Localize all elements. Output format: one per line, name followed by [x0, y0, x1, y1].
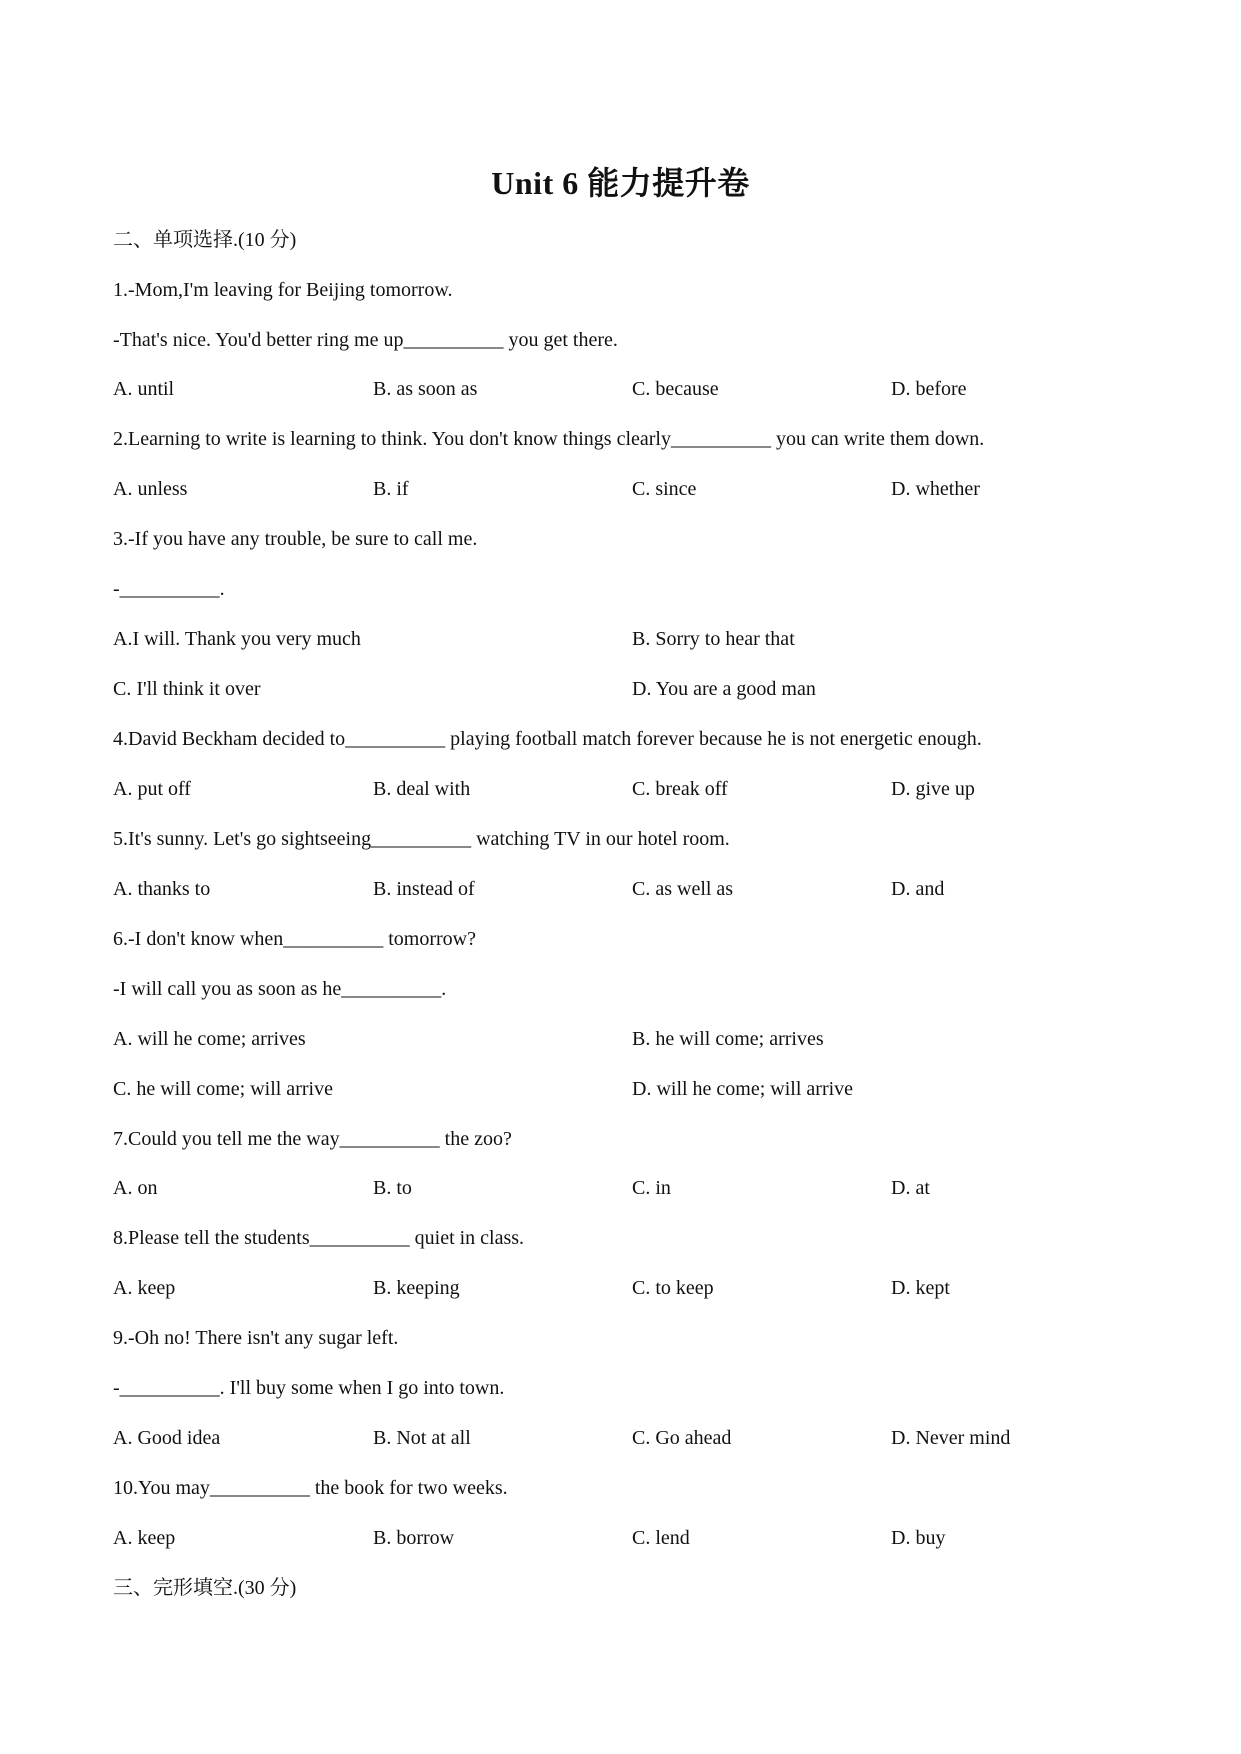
question-10-option-d: D. buy — [891, 1527, 946, 1549]
question-4-option-d: D. give up — [891, 778, 975, 800]
question-3-option-d: D. You are a good man — [632, 678, 816, 700]
question-3-option-a: A.I will. Thank you very much — [113, 628, 361, 650]
page-title: Unit 6 能力提升卷 — [491, 165, 750, 201]
question-6-prompt: 6.-I don't know when__________ tomorrow? — [113, 928, 476, 950]
question-3-prompt: 3.-If you have any trouble, be sure to call me. — [113, 528, 478, 550]
question-9-option-d: D. Never mind — [891, 1427, 1011, 1449]
question-7-option-d: D. at — [891, 1177, 930, 1199]
question-9-response: -__________. I'll buy some when I go into town. — [113, 1377, 505, 1399]
question-5-option-a: A. thanks to — [113, 878, 211, 900]
question-3-option-c: C. I'll think it over — [113, 678, 261, 700]
question-7-option-b: B. to — [373, 1177, 412, 1199]
question-3-option-b: B. Sorry to hear that — [632, 628, 795, 650]
section-heading-single-choice: 二、单项选择.(10 分) — [113, 229, 297, 251]
question-8-option-a: A. keep — [113, 1277, 176, 1299]
question-9-option-c: C. Go ahead — [632, 1427, 732, 1449]
question-7-option-c: C. in — [632, 1177, 671, 1199]
question-10-option-a: A. keep — [113, 1527, 176, 1549]
question-6-option-c: C. he will come; will arrive — [113, 1078, 333, 1100]
question-6-option-a: A. will he come; arrives — [113, 1028, 306, 1050]
question-8-option-b: B. keeping — [373, 1277, 460, 1299]
section-heading-cloze: 三、完形填空.(30 分) — [113, 1577, 297, 1599]
question-4-option-b: B. deal with — [373, 778, 471, 800]
question-4-prompt: 4.David Beckham decided to__________ playing football match forever because he is not energetic enough. — [113, 728, 982, 750]
question-2-option-d: D. whether — [891, 478, 980, 500]
question-8-prompt: 8.Please tell the students__________ quiet in class. — [113, 1227, 525, 1249]
question-2-option-c: C. since — [632, 478, 697, 500]
question-2-option-a: A. unless — [113, 478, 188, 500]
question-5-option-d: D. and — [891, 878, 945, 900]
question-1-option-a: A. until — [113, 378, 175, 400]
question-6-option-d: D. will he come; will arrive — [632, 1078, 854, 1100]
question-8-option-d: D. kept — [891, 1277, 950, 1299]
question-5-option-c: C. as well as — [632, 878, 734, 900]
question-1-prompt: 1.-Mom,I'm leaving for Beijing tomorrow. — [113, 279, 453, 301]
question-5-prompt: 5.It's sunny. Let's go sightseeing__________ watching TV in our hotel room. — [113, 828, 730, 850]
question-10-option-c: C. lend — [632, 1527, 690, 1549]
question-10-prompt: 10.You may__________ the book for two weeks. — [113, 1477, 508, 1499]
question-8-option-c: C. to keep — [632, 1277, 714, 1299]
question-4-option-a: A. put off — [113, 778, 191, 800]
question-4-option-c: C. break off — [632, 778, 728, 800]
question-6-response: -I will call you as soon as he__________. — [113, 978, 447, 1000]
question-7-option-a: A. on — [113, 1177, 158, 1199]
question-2-prompt: 2.Learning to write is learning to think. You don't know things clearly__________ you can write them down. — [113, 428, 985, 450]
question-1-response: -That's nice. You'd better ring me up__________ you get there. — [113, 329, 618, 351]
question-9-prompt: 9.-Oh no! There isn't any sugar left. — [113, 1327, 399, 1349]
question-10-option-b: B. borrow — [373, 1527, 455, 1549]
question-3-response: -__________. — [113, 578, 225, 600]
question-2-option-b: B. if — [373, 478, 409, 500]
question-9-option-b: B. Not at all — [373, 1427, 471, 1449]
question-9-option-a: A. Good idea — [113, 1427, 221, 1449]
question-7-prompt: 7.Could you tell me the way__________ the zoo? — [113, 1128, 512, 1150]
question-1-option-c: C. because — [632, 378, 719, 400]
question-6-option-b: B. he will come; arrives — [632, 1028, 824, 1050]
question-5-option-b: B. instead of — [373, 878, 475, 900]
question-1-option-b: B. as soon as — [373, 378, 478, 400]
question-1-option-d: D. before — [891, 378, 967, 400]
